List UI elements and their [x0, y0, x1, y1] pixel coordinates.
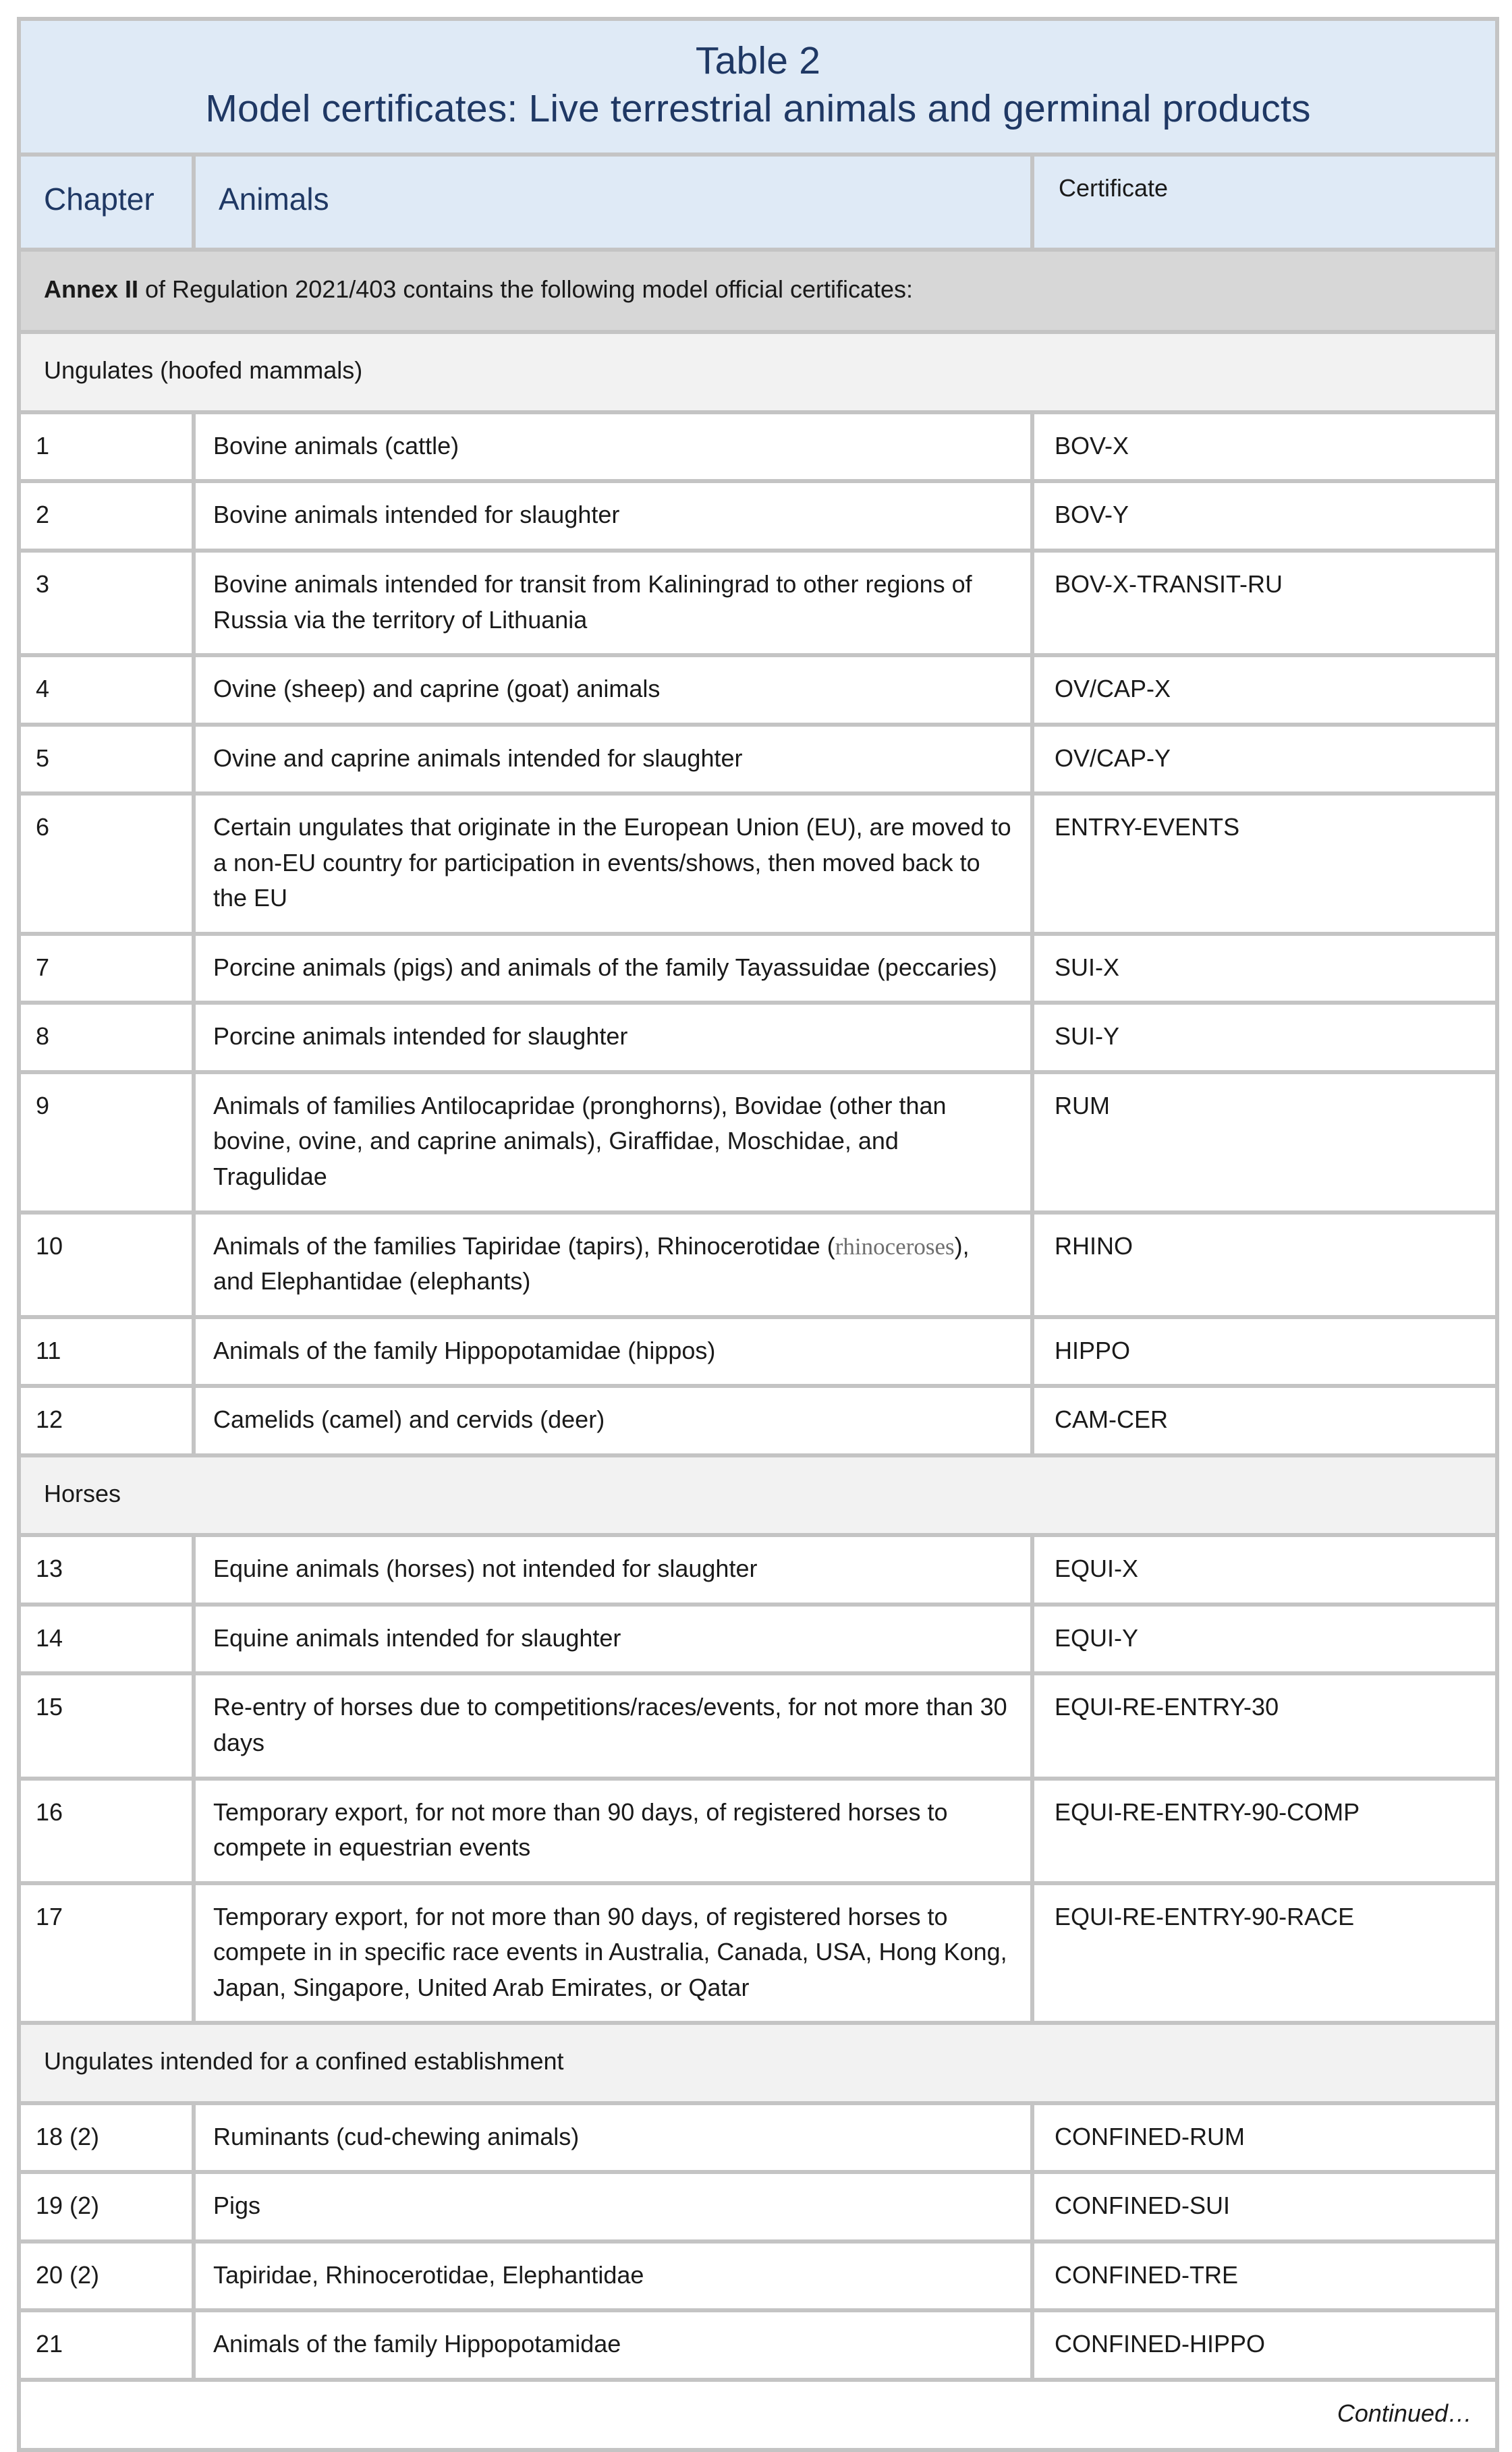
table-row — [21, 483, 1499, 553]
table-row — [21, 1607, 1499, 1676]
cell-animals: Bovine animals intended for transit from Kaliningrad to other regions of Russia via the territory of Lithuania — [196, 553, 1034, 657]
cell-certificate: SUI-X — [1034, 936, 1499, 1005]
cell-chapter: 2 — [21, 483, 196, 553]
annex-note-rest: of Regulation 2021/403 contains the following model official certificates: — [138, 275, 914, 303]
cell-animals: Temporary export, for not more than 90 days, of registered horses to compete in in specific race events in Australia, Canada, USA, Hong Kong, Japan, Singapore, United Arab Emirates, or Qatar — [196, 1885, 1034, 2026]
table-row — [21, 1215, 1499, 1319]
cell-certificate: EQUI-RE-ENTRY-90-COMP — [1034, 1781, 1499, 1885]
cell-certificate: EQUI-X — [1034, 1537, 1499, 1607]
cell-chapter: 20 (2) — [21, 2244, 196, 2313]
cell-certificate: SUI-Y — [1034, 1005, 1499, 1074]
cell-animals: Equine animals (horses) not intended for slaughter — [196, 1537, 1034, 1607]
table-row — [21, 2312, 1499, 2382]
cell-certificate: EQUI-RE-ENTRY-30 — [1034, 1675, 1499, 1780]
cell-certificate: CONFINED-HIPPO — [1034, 2312, 1499, 2382]
table-row — [21, 1537, 1499, 1607]
cell-animals: Camelids (camel) and cervids (deer) — [196, 1388, 1034, 1457]
cell-chapter: 18 (2) — [21, 2105, 196, 2175]
animals-text-post: ), and Elephantidae (elephants) — [213, 1231, 970, 1295]
column-header-chapter: Chapter — [21, 157, 196, 252]
cell-certificate: BOV-X — [1034, 414, 1499, 484]
table-row — [21, 657, 1499, 727]
section-header-label: Horses — [21, 1457, 1499, 1538]
cell-certificate: CONFINED-RUM — [1034, 2105, 1499, 2175]
cell-chapter: 15 — [21, 1675, 196, 1780]
section-header-label: Ungulates (hoofed mammals) — [21, 334, 1499, 414]
cell-animals: Bovine animals (cattle) — [196, 414, 1034, 484]
cell-animals: Ovine and caprine animals intended for slaughter — [196, 727, 1034, 796]
table-row — [21, 1675, 1499, 1780]
table-title-cell — [21, 21, 1499, 157]
cell-chapter: 16 — [21, 1781, 196, 1885]
cell-chapter: 21 — [21, 2312, 196, 2382]
table-row — [21, 1005, 1499, 1074]
table-row — [21, 1781, 1499, 1885]
annex-note-row — [21, 252, 1499, 335]
cell-certificate: BOV-X-TRANSIT-RU — [1034, 553, 1499, 657]
cell-animals: Ovine (sheep) and caprine (goat) animals — [196, 657, 1034, 727]
table-title-row — [21, 21, 1499, 157]
cell-chapter: 7 — [21, 936, 196, 1005]
section-header-row — [21, 2025, 1499, 2105]
cell-animals: Porcine animals (pigs) and animals of the family Tayassuidae (peccaries) — [196, 936, 1034, 1005]
cell-certificate: EQUI-Y — [1034, 1607, 1499, 1676]
cell-animals: Porcine animals intended for slaughter — [196, 1005, 1034, 1074]
cell-chapter: 17 — [21, 1885, 196, 2026]
cell-animals: Pigs — [196, 2174, 1034, 2244]
table-number: Table 2 — [695, 39, 821, 82]
cell-certificate: EQUI-RE-ENTRY-90-RACE — [1034, 1885, 1499, 2026]
table-row — [21, 936, 1499, 1005]
table-row — [21, 1319, 1499, 1389]
cell-chapter: 19 (2) — [21, 2174, 196, 2244]
table-row — [21, 1074, 1499, 1215]
cell-animals: Equine animals intended for slaughter — [196, 1607, 1034, 1676]
cell-certificate: CAM-CER — [1034, 1388, 1499, 1457]
cell-certificate: HIPPO — [1034, 1319, 1499, 1389]
table-row — [21, 1388, 1499, 1457]
animals-text-alt-font: rhinoceroses — [835, 1233, 955, 1260]
cell-animals: Re-entry of horses due to competitions/races/events, for not more than 30 days — [196, 1675, 1034, 1780]
cell-animals: Temporary export, for not more than 90 days, of registered horses to compete in equestrian events — [196, 1781, 1034, 1885]
cell-chapter: 9 — [21, 1074, 196, 1215]
section-header-row — [21, 1457, 1499, 1538]
cell-certificate: CONFINED-SUI — [1034, 2174, 1499, 2244]
column-header-row — [21, 157, 1499, 252]
cell-chapter: 14 — [21, 1607, 196, 1676]
table-row — [21, 1885, 1499, 2026]
cell-chapter: 10 — [21, 1215, 196, 1319]
cell-chapter: 8 — [21, 1005, 196, 1074]
cell-chapter: 1 — [21, 414, 196, 484]
table-body — [21, 21, 1499, 2452]
cell-certificate: OV/CAP-Y — [1034, 727, 1499, 796]
section-header-label: Ungulates intended for a confined establishment — [21, 2025, 1499, 2105]
table-row — [21, 727, 1499, 796]
annex-note-bold: Annex II — [44, 275, 139, 303]
cell-animals: Certain ungulates that originate in the European Union (EU), are moved to a non-EU country for participation in events/shows, then moved back to the EU — [196, 796, 1034, 936]
page-title: Model certificates: Live terrestrial animals and germinal products — [205, 87, 1311, 131]
table-row — [21, 414, 1499, 484]
column-header-animals: Animals — [196, 157, 1034, 252]
table-row — [21, 2174, 1499, 2244]
cell-animals — [196, 1215, 1034, 1319]
cell-animals: Tapiridae, Rhinocerotidae, Elephantidae — [196, 2244, 1034, 2313]
cell-animals: Ruminants (cud-chewing animals) — [196, 2105, 1034, 2175]
table-row — [21, 796, 1499, 936]
animals-text-pre: Animals of the families Tapiridae (tapirs), Rhinocerotidae ( — [213, 1231, 835, 1260]
model-certificates-table — [17, 17, 1499, 2452]
cell-chapter: 13 — [21, 1537, 196, 1607]
section-header-row — [21, 334, 1499, 414]
cell-certificate: CONFINED-TRE — [1034, 2244, 1499, 2313]
cell-certificate: BOV-Y — [1034, 483, 1499, 553]
cell-certificate: ENTRY-EVENTS — [1034, 796, 1499, 936]
table-row — [21, 2244, 1499, 2313]
annex-note-cell — [21, 252, 1499, 335]
table-row — [21, 553, 1499, 657]
continued-label: Continued… — [21, 2382, 1499, 2452]
cell-chapter: 3 — [21, 553, 196, 657]
cell-chapter: 12 — [21, 1388, 196, 1457]
cell-animals: Bovine animals intended for slaughter — [196, 483, 1034, 553]
cell-certificate: RHINO — [1034, 1215, 1499, 1319]
cell-chapter: 11 — [21, 1319, 196, 1389]
footer-row — [21, 2382, 1499, 2452]
cell-certificate: RUM — [1034, 1074, 1499, 1215]
column-header-certificate: Certificate — [1034, 157, 1499, 252]
cell-animals: Animals of the family Hippopotamidae — [196, 2312, 1034, 2382]
table-row — [21, 2105, 1499, 2175]
cell-chapter: 5 — [21, 727, 196, 796]
cell-animals: Animals of the family Hippopotamidae (hippos) — [196, 1319, 1034, 1389]
cell-chapter: 6 — [21, 796, 196, 936]
cell-chapter: 4 — [21, 657, 196, 727]
cell-certificate: OV/CAP-X — [1034, 657, 1499, 727]
cell-animals: Animals of families Antilocapridae (pronghorns), Bovidae (other than bovine, ovine, and caprine animals), Giraffidae, Moschidae, and Tragulidae — [196, 1074, 1034, 1215]
